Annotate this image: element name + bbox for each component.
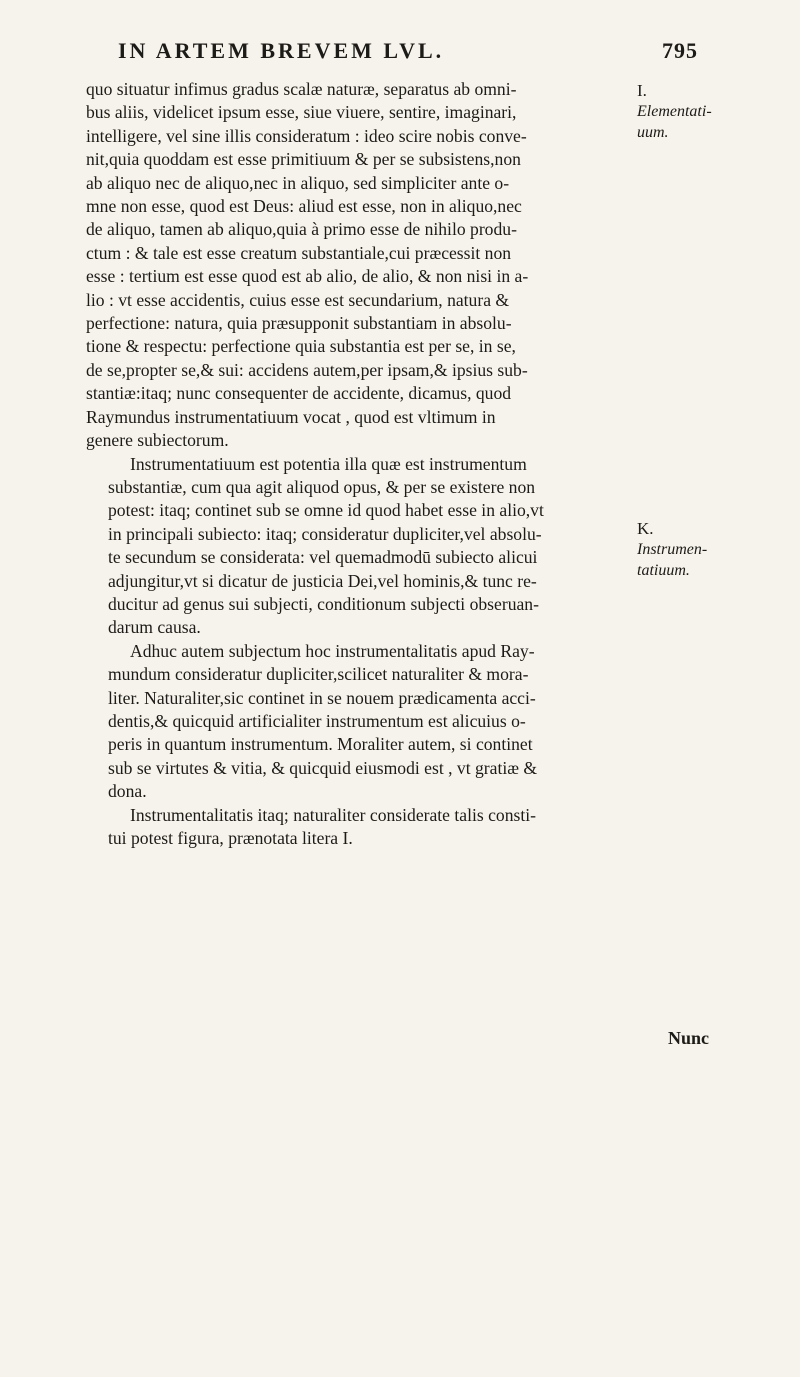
text-line: Adhuc autem subjectum hoc instrumentalitatis apud Ray- [130,640,535,661]
text-line: intelligere, vel sine illis consideratum : ideo scire nobis conve- [86,125,527,146]
catchword: Nunc [668,1028,710,1048]
text-line: adjungitur,vt si dicatur de justicia Dei,vel hominis,& tunc re- [108,570,537,591]
paragraph [86,804,631,851]
text-line: ab aliquo nec de aliquo,nec in aliquo, sed simpliciter ante o- [86,172,510,193]
text-line: tui potest figura, prænotata litera I. [108,828,353,848]
text-line: te secundum se considerata: vel quemadmodū subiecto alicui [108,547,538,568]
margin-note-line: uum. [637,124,669,141]
text-line: in principali subiecto: itaq; consideratur dupliciter,vel absolu- [108,523,542,544]
margin-note-instrumentatiuum [637,518,707,581]
text-line: tione & respectu: perfectione quia substantia est per se, in se, [86,336,516,357]
main-text [86,78,631,850]
text-line: bus aliis, videlicet ipsum esse, siue viuere, sentire, imaginari, [86,102,517,123]
text-line: de aliquo, tamen ab aliquo,quia à primo esse de nihilo produ- [86,219,517,240]
text-line: Instrumentalitatis itaq; naturaliter considerate talis consti- [130,804,536,825]
text-line: nit,quia quoddam est esse primitiuum & per se subsistens,non [86,149,521,170]
margin-note-line: Elementati- [637,103,712,120]
text-line: Instrumentatiuum est potentia illa quæ est instrumentum [130,453,527,474]
text-line: genere subiectorum. [86,430,229,451]
text-line: potest: itaq; continet sub se omne id quod habet esse in alio,vt [108,500,544,521]
text-line: Raymundus instrumentatiuum vocat , quod est vltimum in [86,406,496,427]
margin-note-elementatiuum [637,80,712,143]
text-line: stantiæ:itaq; nunc consequenter de accidente, dicamus, quod [86,383,512,404]
margin-note-letter: K. [637,519,654,538]
paragraph [86,640,631,804]
text-line: lio : vt esse accidentis, cuius esse est secundarium, natura & [86,289,510,310]
margin-note-line: Instrumen- [637,541,708,558]
text-line: substantiæ, cum qua agit aliquod opus, & per se existere non [108,476,536,497]
page-number: 795 [662,38,698,63]
text-line: darum causa. [108,617,201,638]
paragraph [86,78,631,453]
text-line: de se,propter se,& sui: accidens autem,per ipsam,& ipsius sub- [86,359,528,380]
text-line: perfectione: natura, quia præsupponit substantiam in absolu- [86,313,512,334]
margin-note-letter: I. [637,81,647,100]
text-line: quo situatur infimus gradus scalæ naturæ, separatus ab omni- [86,79,517,99]
margin-note-line: tatiuum. [637,562,690,579]
text-line: liter. Naturaliter,sic continet in se nouem prædicamenta acci- [108,687,536,708]
text-line: esse : tertium est esse quod est ab alio, de alio, & non nisi in a- [86,266,529,287]
text-line: ducitur ad genus sui subjecti, conditionum subjecti obseruan- [108,593,539,614]
text-line: dona. [108,781,147,802]
text-line: sub se virtutes & vitia, & quicquid eiusmodi est , vt gratiæ & [108,757,538,778]
text-line: ctum : & tale est esse creatum substantiale,cui præcessit non [86,242,512,263]
text-line: mundum consideratur dupliciter,scilicet naturaliter & mora- [108,664,529,685]
running-title: IN ARTEM BREVEM LVL. [118,38,445,63]
paragraph [86,453,631,640]
text-line: mne non esse, quod est Deus: aliud est esse, non in aliquo,nec [86,196,522,217]
text-line: peris in quantum instrumentum. Moraliter autem, si continet [108,734,533,755]
text-line: dentis,& quicquid artificialiter instrumentum est alicuius o- [108,710,526,731]
